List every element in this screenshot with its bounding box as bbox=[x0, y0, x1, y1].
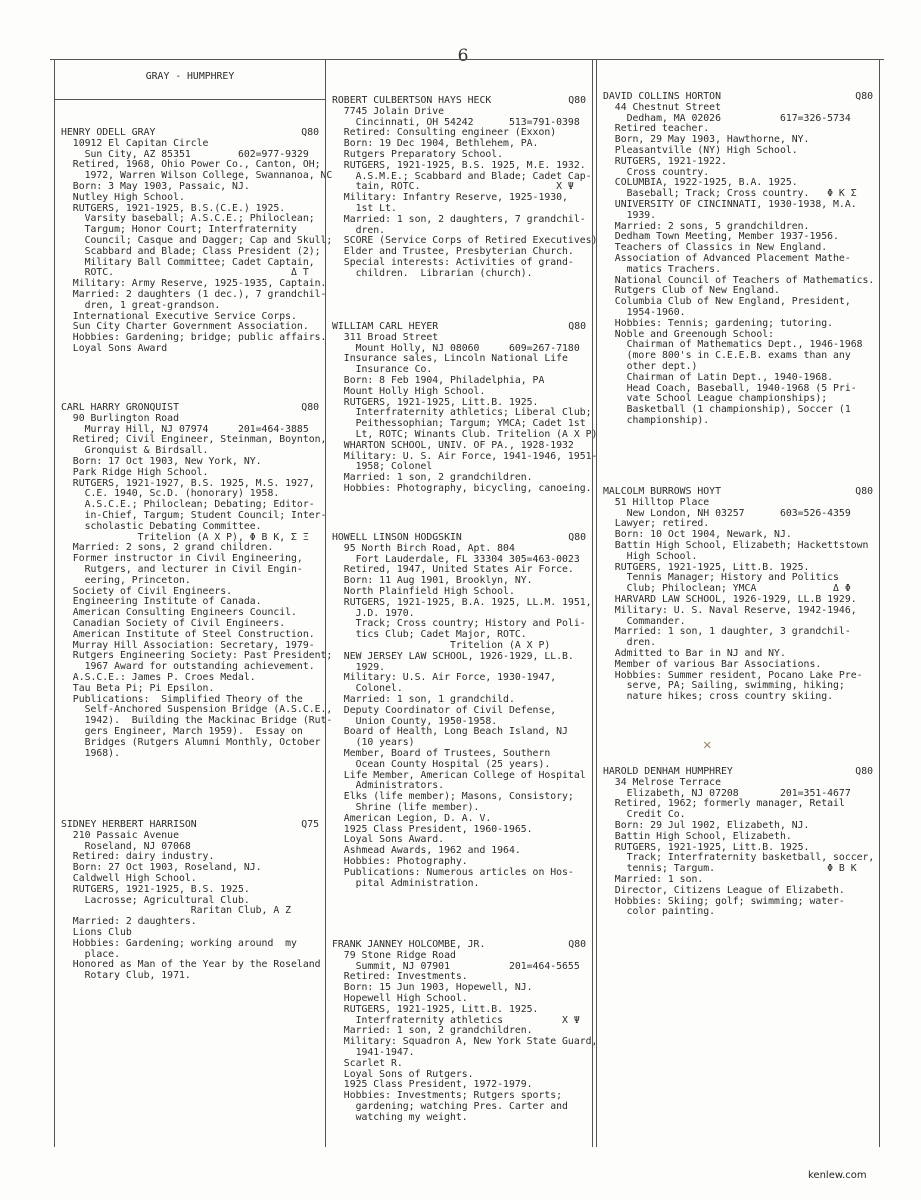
entry-hoyt bbox=[603, 487, 873, 703]
person-name: DAVID COLLINS HORTON bbox=[603, 91, 721, 102]
person-name: WILLIAM CARL HEYER bbox=[332, 321, 439, 332]
entry-line: Insurance Co. bbox=[332, 364, 433, 376]
entry-line: place. bbox=[61, 948, 120, 960]
entry-line: Military: U. S. Naval Reserve, 1942-1946, bbox=[603, 604, 857, 616]
entry-line: SCORE (Service Corps of Retired Executives) bbox=[332, 235, 598, 247]
site-watermark: kenlew.com bbox=[808, 1170, 867, 1181]
entry-line: Loyal Sons of Rutgers. bbox=[332, 1068, 474, 1080]
entry-line: 7745 Jolain Drive bbox=[332, 105, 445, 117]
entry-line: Elder and Trustee, Presbyterian Church. bbox=[332, 246, 574, 258]
entry-line: 1st Lt. bbox=[332, 202, 397, 214]
person-name: CARL HARRY GRONQUIST bbox=[61, 402, 179, 413]
entry-line: Former instructor in Civil Engineering, bbox=[61, 553, 303, 565]
entry-line: Hobbies: Skiing; golf; swimming; water- bbox=[603, 895, 845, 907]
class-code: Q80 bbox=[301, 127, 319, 138]
entry-line: Colonel. bbox=[332, 683, 403, 695]
entry-line: Cincinnati, OH 54242 513=791-0398 bbox=[332, 116, 580, 128]
entry-line: scholastic Debating Committee. bbox=[61, 520, 262, 532]
entry-line: Married: 1 son, 1 grandchild. bbox=[332, 693, 515, 705]
entry-line: Mount Holly, NJ 08060 609=267-7180 bbox=[332, 342, 580, 354]
entry-line: Born: 27 Oct 1903, Roseland, NJ. bbox=[61, 862, 262, 874]
entry-heyer bbox=[332, 321, 598, 495]
entry-line: 34 Melrose Terrace bbox=[603, 776, 721, 788]
entry-line: Society of Civil Engineers. bbox=[61, 585, 233, 597]
entry-line: C.E. 1940, Sc.D. (honorary) 1958. bbox=[61, 488, 280, 500]
entry-line: Canadian Society of Civil Engineers. bbox=[61, 617, 286, 629]
entry-line: 1925 Class President, 1960-1965. bbox=[332, 823, 533, 835]
entry-line: Track; Cross country; History and Poli- bbox=[332, 618, 586, 630]
entry-line: Interfraternity athletics X Ψ bbox=[332, 1014, 580, 1026]
entry-line: dren. bbox=[332, 224, 386, 236]
entry-line: Elks (life member); Masons, Consistory; bbox=[332, 791, 574, 803]
entry-line: Married: 1 son, 1 daughter, 3 grandchil- bbox=[603, 626, 851, 638]
entry-line: serve, PA; Sailing, swimming, hiking; bbox=[603, 680, 845, 692]
entry-line: Publications: Simplified Theory of the bbox=[61, 693, 303, 705]
entry-line: Married: 2 sons, 5 grandchildren. bbox=[603, 220, 810, 232]
entry-line: Retired, 1947, United States Air Force. bbox=[332, 564, 574, 576]
entry-line: Commander. bbox=[603, 615, 686, 627]
entry-line: Murray Hill Association: Secretary, 1979- bbox=[61, 639, 315, 651]
entry-line: Lacrosse; Agricultural Club. bbox=[61, 894, 250, 906]
entry-line: Dedham Town Meeting, Member 1937-1956. bbox=[603, 231, 839, 243]
entry-line: Ashmead Awards, 1962 and 1964. bbox=[332, 845, 521, 857]
entry-line: Pleasantville (NY) High School. bbox=[603, 144, 798, 156]
entry-line: Ocean County Hospital (25 years). bbox=[332, 758, 551, 770]
entry-line: color painting. bbox=[603, 906, 716, 918]
entry-line: Born: 8 Feb 1904, Philadelphia, PA bbox=[332, 374, 545, 386]
entry-line: Columbia Club of New England, President, bbox=[603, 296, 851, 308]
entry-line: Scarlet R. bbox=[332, 1057, 403, 1069]
entry-line: Rutgers Preparatory School. bbox=[332, 148, 504, 160]
entry-harrison bbox=[61, 820, 319, 982]
entry-line: Retired: dairy industry. bbox=[61, 851, 215, 863]
entry-line: Retired teacher. bbox=[603, 123, 710, 135]
entry-line: RUTGERS, 1921-1922. bbox=[603, 155, 727, 167]
entry-line: Noble and Greenough School: bbox=[603, 328, 775, 340]
entry-line: Director, Citizens League of Elizabeth. bbox=[603, 884, 845, 896]
entry-line: Lions Club bbox=[61, 926, 132, 938]
person-name: HOWELL LINSON HODGSKIN bbox=[332, 532, 462, 543]
entry-line: Born: 17 Oct 1903, New York, NY. bbox=[61, 455, 262, 467]
entry-line: Battin High School, Elizabeth. bbox=[603, 830, 792, 842]
entry-heck bbox=[332, 95, 598, 280]
entry-line: Military: Army Reserve, 1925-1935, Captain. bbox=[61, 278, 327, 290]
entry-line: Roseland, NJ 07068 bbox=[61, 840, 191, 852]
entry-line: Hobbies: Photography, bicycling, canoeing. bbox=[332, 482, 592, 494]
entry-line: Chairman of Mathematics Dept., 1946-1968 bbox=[603, 339, 863, 351]
entry-line: Insurance sales, Lincoln National Life bbox=[332, 353, 568, 365]
entry-line: RUTGERS, 1921-1925, Litt.B. 1925. bbox=[603, 841, 810, 853]
entry-line: Hobbies: Photography. bbox=[332, 855, 468, 867]
entry-line: Interfraternity athletics; Liberal Club; bbox=[332, 407, 592, 419]
entry-line: 51 Hilltop Place bbox=[603, 496, 710, 508]
entry-gronquist bbox=[61, 402, 333, 759]
entry-line: (10 years) bbox=[332, 737, 415, 749]
entry-line: Head Coach, Baseball, 1940-1968 (5 Pri- bbox=[603, 382, 857, 394]
entry-line: Born: 29 Jul 1902, Elizabeth, NJ. bbox=[603, 819, 810, 831]
entry-line: Married: 1 son, 2 grandchildren. bbox=[332, 1025, 533, 1037]
class-code: Q75 bbox=[301, 819, 319, 830]
entry-line: Administrators. bbox=[332, 780, 445, 792]
entry-line: Rutgers Club of New England. bbox=[603, 285, 780, 297]
entry-gray bbox=[61, 127, 333, 355]
entry-line: RUTGERS, 1921-1925, Litt.B. 1925. bbox=[332, 396, 539, 408]
entry-line: Born, 29 May 1903, Hawthorne, NY. bbox=[603, 134, 810, 146]
person-name: MALCOLM BURROWS HOYT bbox=[603, 486, 721, 497]
entry-line: Born: 15 Jun 1903, Hopewell, NJ. bbox=[332, 982, 533, 994]
entry-line: 1941-1947. bbox=[332, 1046, 415, 1058]
entry-line: UNIVERSITY OF CINCINNATI, 1930-1938, M.A. bbox=[603, 198, 857, 210]
entry-line: Battin High School, Elizabeth; Hackettstown bbox=[603, 539, 869, 551]
entry-line: Hobbies: Summer resident, Pocano Lake Pre- bbox=[603, 669, 863, 681]
entry-line: Union County, 1950-1958. bbox=[332, 715, 498, 727]
class-code: Q80 bbox=[855, 486, 873, 497]
entry-line: Peithessophian; Targum; YMCA; Cadet 1st bbox=[332, 418, 586, 430]
entry-hodgskin bbox=[332, 532, 592, 889]
entry-line: High School. bbox=[603, 550, 698, 562]
entry-line: Lawyer; retired. bbox=[603, 518, 710, 530]
entry-line: Retired, 1962; formerly manager, Retail bbox=[603, 798, 845, 810]
entry-line: American Institute of Steel Construction. bbox=[61, 628, 315, 640]
entry-line: New London, NH 03257 603=526-4359 bbox=[603, 507, 851, 519]
entry-line: Hopewell High School. bbox=[332, 992, 468, 1004]
person-name: HAROLD DENHAM HUMPHREY bbox=[603, 766, 733, 777]
entry-line: American Legion, D. A. V. bbox=[332, 812, 492, 824]
entry-line: Shrine (life member). bbox=[332, 801, 480, 813]
entry-line: Born: 3 May 1903, Passaic, NJ. bbox=[61, 180, 250, 192]
entry-line: Rotary Club, 1971. bbox=[61, 970, 191, 982]
entry-line: 1972, Warren Wilson College, Swannanoa, NC bbox=[61, 170, 333, 182]
entry-line: tennis; Targum. Φ B K bbox=[603, 863, 857, 875]
entry-line: National Council of Teachers of Mathematics. bbox=[603, 274, 875, 286]
entry-line: Member of various Bar Associations. bbox=[603, 658, 822, 670]
entry-line: Basketball (1 championship), Soccer (1 bbox=[603, 404, 851, 416]
entry-line: RUTGERS, 1921-1925, B.S. 1925, M.E. 1932. bbox=[332, 159, 586, 171]
entry-line: Tau Beta Pi; Pi Epsilon. bbox=[61, 682, 215, 694]
class-code: Q80 bbox=[568, 321, 586, 332]
entry-line: Scabbard and Blade; Class President (2); bbox=[61, 245, 321, 257]
column-2 bbox=[325, 60, 598, 1147]
entry-line: watching my weight. bbox=[332, 1111, 468, 1123]
entry-line: Mount Holly High School. bbox=[332, 385, 486, 397]
entry-line: Raritan Club, A Z bbox=[61, 905, 292, 917]
entry-line: Credit Co. bbox=[603, 809, 686, 821]
entry-line: (more 800's in C.E.E.B. exams than any bbox=[603, 350, 851, 362]
entry-line: Dedham, MA 02026 617=326-5734 bbox=[603, 112, 851, 124]
person-name: SIDNEY HERBERT HARRISON bbox=[61, 819, 197, 830]
entry-line: NEW JERSEY LAW SCHOOL, 1926-1929, LL.B. bbox=[332, 650, 574, 662]
entry-line: Born: 11 Aug 1901, Brooklyn, NY. bbox=[332, 575, 533, 587]
entry-line: Military: U.S. Air Force, 1930-1947, bbox=[332, 672, 557, 684]
entry-line: tics Club; Cadet Major, ROTC. bbox=[332, 629, 527, 641]
entry-line: J.D. 1970. bbox=[332, 607, 415, 619]
entry-humphrey bbox=[603, 767, 873, 918]
entry-holcombe bbox=[332, 939, 598, 1124]
entry-line: Hobbies: Tennis; gardening; tutoring. bbox=[603, 317, 834, 329]
entry-line: A.S.C.E.; Philoclean; Debating; Editor- bbox=[61, 499, 315, 511]
entry-line: Hobbies: Gardening; bridge; public affairs. bbox=[61, 332, 327, 344]
entry-line: vate School League championships); bbox=[603, 393, 828, 405]
entry-line: Summit, NJ 07901 201=464-5655 bbox=[332, 960, 580, 972]
entry-line: HARVARD LAW SCHOOL, 1926-1929, LL.B 1929. bbox=[603, 593, 857, 605]
entry-line: children. Librarian (church). bbox=[332, 267, 533, 279]
entry-line: Married: 2 daughters. bbox=[61, 916, 197, 928]
smudge-mark: ✕ bbox=[703, 737, 712, 753]
entry-line: Nutley High School. bbox=[61, 191, 185, 203]
entry-line: A.S.M.E.; Scabbard and Blade; Cadet Cap- bbox=[332, 170, 592, 182]
entry-line: Tritelion (A X P) bbox=[332, 639, 551, 651]
entry-line: Caldwell High School. bbox=[61, 872, 197, 884]
entry-line: RUTGERS, 1921-1925, B.S.(C.E.) 1925. bbox=[61, 202, 286, 214]
entry-line: Teachers of Classics in New England. bbox=[603, 242, 828, 254]
entry-line: RUTGERS, 1921-1925, Litt.B. 1925. bbox=[603, 561, 810, 573]
entry-line: other dept.) bbox=[603, 360, 698, 372]
entry-line: Life Member, American College of Hospital bbox=[332, 769, 586, 781]
entry-line: 95 North Birch Road, Apt. 804 bbox=[332, 542, 515, 554]
entry-line: Rutgers, and lecturer in Civil Engin- bbox=[61, 563, 303, 575]
entry-line: pital Administration. bbox=[332, 877, 480, 889]
column-header: GRAY - HUMPHREY bbox=[55, 60, 325, 100]
entry-line: Member, Board of Trustees, Southern bbox=[332, 747, 551, 759]
entry-line: tain, ROTC. X Ψ bbox=[332, 181, 574, 193]
entry-line: championship). bbox=[603, 414, 710, 426]
entry-line: Park Ridge High School. bbox=[61, 466, 209, 478]
entry-line: 90 Burlington Road bbox=[61, 412, 179, 424]
entry-line: Baseball; Track; Cross country. Φ K Σ bbox=[603, 188, 857, 200]
entry-line: 1967 Award for outstanding achievement. bbox=[61, 661, 315, 673]
column-1 bbox=[54, 60, 333, 1147]
entry-line: WHARTON SCHOOL, UNIV. OF PA., 1928-1932 bbox=[332, 439, 574, 451]
entry-line: Military: Squadron A, New York State Guard, bbox=[332, 1036, 598, 1048]
entry-line: Honored as Man of the Year by the Roseland bbox=[61, 959, 321, 971]
entry-line: 1939. bbox=[603, 209, 657, 221]
entry-line: Military: U. S. Air Force, 1941-1946, 1951- bbox=[332, 450, 598, 462]
entry-line: nature hikes; cross country skiing. bbox=[603, 691, 834, 703]
entry-line: Special interests: Activities of grand- bbox=[332, 256, 574, 268]
entry-line: 1942). Building the Mackinac Bridge (Rut- bbox=[61, 715, 333, 727]
entry-line: Hobbies: Gardening; working around my bbox=[61, 937, 297, 949]
entry-line: Loyal Sons Award. bbox=[332, 834, 445, 846]
entry-line: Council; Casque and Dagger; Cap and Skull; bbox=[61, 234, 333, 246]
entry-line: Track; Interfraternity basketball, soccer, bbox=[603, 852, 875, 864]
entry-line: ROTC. Δ T bbox=[61, 267, 309, 279]
entry-line: in-Chief, Targum; Student Council; Inter- bbox=[61, 509, 327, 521]
entry-line: 210 Passaic Avenue bbox=[61, 829, 179, 841]
entry-line: Board of Health, Long Beach Island, NJ bbox=[332, 726, 568, 738]
entry-line: Married: 1 son, 2 grandchildren. bbox=[332, 472, 533, 484]
column-3 bbox=[596, 60, 880, 1147]
entry-line: Targum; Honor Court; Interfraternity bbox=[61, 224, 297, 236]
entry-line: 44 Chestnut Street bbox=[603, 101, 721, 113]
entry-line: eering, Princeton. bbox=[61, 574, 191, 586]
entry-line: Association of Advanced Placement Mathe- bbox=[603, 252, 851, 264]
entry-line: Cross country. bbox=[603, 166, 710, 178]
entry-line: A.S.C.E.: James P. Croes Medal. bbox=[61, 671, 256, 683]
class-code: Q80 bbox=[855, 766, 873, 777]
entry-line: Publications: Numerous articles on Hos- bbox=[332, 866, 574, 878]
entry-line: RUTGERS, 1921-1925, B.A. 1925, LL.M. 1951, bbox=[332, 596, 592, 608]
class-code: Q80 bbox=[568, 95, 586, 106]
entry-line: RUTGERS, 1921-1925, Litt.B. 1925. bbox=[332, 1003, 539, 1015]
entry-line: American Consulting Engineers Council. bbox=[61, 607, 297, 619]
person-name: FRANK JANNEY HOLCOMBE, JR. bbox=[332, 939, 486, 950]
entry-line: Bridges (Rutgers Alumni Monthly, October bbox=[61, 736, 321, 748]
entry-line: Hobbies: Investments; Rutgers sports; bbox=[332, 1090, 563, 1102]
entry-line: Rutgers Engineering Society: Past President; bbox=[61, 650, 333, 662]
entry-line: dren, 1 great-grandson. bbox=[61, 299, 221, 311]
entry-line: Engineering Institute of Canada. bbox=[61, 596, 262, 608]
entry-line: Club; Philoclean; YMCA Δ Φ bbox=[603, 583, 851, 595]
entry-line: Admitted to Bar in NJ and NY. bbox=[603, 647, 786, 659]
entry-line: Deputy Coordinator of Civil Defense, bbox=[332, 704, 557, 716]
class-code: Q80 bbox=[855, 91, 873, 102]
entry-line: International Executive Service Corps. bbox=[61, 310, 297, 322]
entry-horton bbox=[603, 92, 873, 427]
class-code: Q80 bbox=[568, 532, 586, 543]
entry-line: Retired; Civil Engineer, Steinman, Boynton, bbox=[61, 434, 327, 446]
entry-line: Tritelion (A X P), Φ B K, Σ Ξ bbox=[61, 531, 309, 543]
entry-line: Married: 2 sons, 2 grand children. bbox=[61, 542, 274, 554]
entry-line: 79 Stone Ridge Road bbox=[332, 949, 456, 961]
entry-line: RUTGERS, 1921-1927, B.S. 1925, M.S. 1927, bbox=[61, 477, 315, 489]
entry-line: Lt, ROTC; Winants Club. Tritelion (A X P) bbox=[332, 428, 598, 440]
entry-line: 1925 Class President, 1972-1979. bbox=[332, 1079, 533, 1091]
entry-line: Military Ball Committee; Cadet Captain, bbox=[61, 256, 315, 268]
entry-line: 1954-1960. bbox=[603, 306, 686, 318]
entry-line: Murray Hill, NJ 07974 201=464-3885 bbox=[61, 423, 309, 435]
entry-line: Chairman of Latin Dept., 1940-1968. bbox=[603, 371, 834, 383]
class-code: Q80 bbox=[568, 939, 586, 950]
entry-line: RUTGERS, 1921-1925, B.S. 1925. bbox=[61, 883, 250, 895]
entry-line: Self-Anchored Suspension Bridge (A.S.C.E., bbox=[61, 704, 333, 716]
entry-line: gardening; watching Pres. Carter and bbox=[332, 1100, 568, 1112]
entry-line: Elizabeth, NJ 07208 201=351-4677 bbox=[603, 787, 851, 799]
entry-line: Married: 2 daughters (1 dec.), 7 grandchil- bbox=[61, 288, 327, 300]
entry-line: dren. bbox=[603, 637, 657, 649]
entry-line: 1958; Colonel bbox=[332, 461, 433, 473]
entry-line: North Plainfield High School. bbox=[332, 585, 515, 597]
entry-line: Married: 1 son, 2 daughters, 7 grandchil- bbox=[332, 213, 586, 225]
entry-line: Born: 10 Oct 1904, Newark, NJ. bbox=[603, 529, 792, 541]
entry-line: Fort Lauderdale, FL 33304 305=463-0023 bbox=[332, 553, 580, 565]
entry-line: Gronquist & Birdsall. bbox=[61, 445, 209, 457]
entry-line: Married: 1 son. bbox=[603, 873, 704, 885]
entry-line: Retired, 1968, Ohio Power Co., Canton, OH; bbox=[61, 159, 321, 171]
person-name: ROBERT CULBERTSON HAYS HECK bbox=[332, 95, 492, 106]
entry-line: COLUMBIA, 1922-1925, B.A. 1925. bbox=[603, 177, 798, 189]
entry-line: matics Trachers. bbox=[603, 263, 721, 275]
entry-line: Tennis Manager; History and Politics bbox=[603, 572, 839, 584]
entry-line: 311 Broad Street bbox=[332, 331, 439, 343]
entry-line: Sun City Charter Government Association. bbox=[61, 321, 309, 333]
class-code: Q80 bbox=[301, 402, 319, 413]
entry-line: 1968). bbox=[61, 747, 120, 759]
person-name: HENRY ODELL GRAY bbox=[61, 127, 156, 138]
entry-line: Born: 19 Dec 1904, Bethlehem, PA. bbox=[332, 138, 539, 150]
entry-line: Retired: Investments. bbox=[332, 971, 468, 983]
entry-line: Loyal Sons Award bbox=[61, 342, 168, 354]
page-number: 6 bbox=[457, 46, 469, 66]
entry-line: gers Engineer, March 1959). Essay on bbox=[61, 725, 303, 737]
entry-line: 10912 El Capitan Circle bbox=[61, 137, 209, 149]
entry-line: Varsity baseball; A.S.C.E.; Philoclean; bbox=[61, 213, 315, 225]
entry-line: Military: Infantry Reserve, 1925-1930, bbox=[332, 192, 568, 204]
entry-line: Sun City, AZ 85351 602=977-9329 bbox=[61, 148, 309, 160]
entry-line: Retired: Consulting engineer (Exxon) bbox=[332, 127, 557, 139]
entry-line: 1929. bbox=[332, 661, 386, 673]
